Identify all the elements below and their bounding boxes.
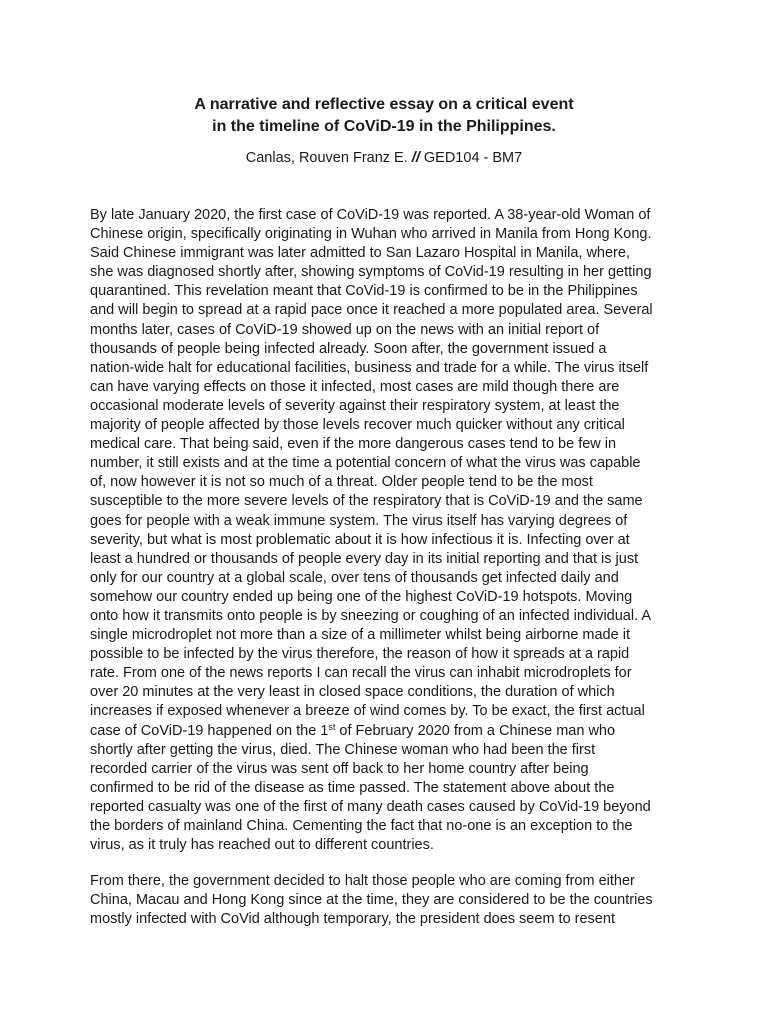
author-byline	[90, 148, 678, 168]
text-line: From there, the government decided to halt those people who are coming from either	[90, 873, 635, 890]
text-line: China, Macau and Hong Kong since at the time, they are considered to be the countries	[90, 892, 653, 909]
ordinal-suffix: st	[328, 721, 336, 732]
text-line: somehow our country ended up being one of the highest CoViD-19 hotspots. Moving	[90, 588, 633, 605]
text-line: thousands of people being infected already. Soon after, the government issued a	[90, 340, 607, 357]
text-line: goes for people with a weak immune system. The virus itself has varying degrees of	[90, 512, 628, 529]
text-line: increases if exposed whenever a breeze of wind comes by. To be exact, the first actual	[90, 703, 645, 720]
text-line: months later, cases of CoViD-19 showed up on the news with an initial report of	[90, 321, 600, 338]
text-line: onto how it transmits onto people is by sneezing or coughing of an infected individual. A	[90, 607, 652, 624]
text-line: rate. From one of the news reports I can recall the virus can inhabit microdroplets for	[90, 665, 632, 682]
text-line: can have varying effects on those it infected, most cases are mild though there are	[90, 378, 620, 395]
course-code: GED104 - BM7	[423, 150, 523, 166]
text-line: confirmed to be rid of the disease as time passed. The statement above about the	[90, 779, 615, 796]
text-line: medical care. That being said, even if the more dangerous cases tend to be few in	[90, 436, 617, 453]
text-line: number, it still exists and at the time a potential concern of what the virus was capable	[90, 455, 641, 472]
text-line: quarantined. This revelation meant that CoVid-19 is confirmed to be in the Philippines	[90, 283, 638, 300]
text-line: shortly after getting the virus, died. The Chinese woman who had been the first	[90, 741, 596, 758]
text-line: majority of people affected by those levels recover much quicker without any critical	[90, 417, 625, 434]
text-line-with-ordinal	[90, 722, 680, 741]
title-line-1: A narrative and reflective essay on a critical event	[194, 96, 574, 113]
text-line: mostly infected with CoVid although temporary, the president does seem to resent	[90, 911, 615, 928]
text-line: possible to be infected by the virus therefore, the reason of how it spreads at a rapid	[90, 646, 630, 663]
essay-body	[90, 206, 680, 929]
text-line: nation-wide halt for educational facilities, business and trade for a while. The virus itself	[90, 359, 649, 376]
text-line: Chinese origin, specifically originating in Wuhan who arrived in Manila from Hong Kong.	[90, 226, 652, 243]
text-line: virus, as it truly has reached out to different countries.	[90, 837, 434, 854]
text-line: and will begin to spread at a rapid pace once it reached a more populated area. Several	[90, 302, 653, 319]
ordinal-line-start: case of CoViD-19 happened on the 1	[90, 722, 329, 739]
text-line: the borders of mainland China. Cementing the fact that no-one is an exception to the	[90, 818, 633, 834]
text-line: occasional moderate levels of severity against their respiratory system, at least the	[90, 397, 620, 414]
ordinal-line-end: of February 2020 from a Chinese man who	[335, 722, 616, 739]
title-line-2: in the timeline of CoViD-19 in the Philippines.	[212, 118, 556, 135]
byline-separator: //	[411, 150, 420, 166]
text-line: of, now however it is not so much of a threat. Older people tend to be the most	[90, 474, 593, 491]
text-line: Said Chinese immigrant was later admitted to San Lazaro Hospital in Manila, where,	[90, 245, 630, 262]
text-line: recorded carrier of the virus was sent off back to her home country after being	[90, 760, 589, 777]
paragraph-2	[90, 872, 680, 929]
essay-title	[90, 94, 678, 138]
text-line: reported casualty was one of the first of many death cases caused by CoVid-19 beyond	[90, 798, 651, 815]
text-line: severity, but what is most problematic about it is how infectious it is. Infecting over at	[90, 531, 630, 548]
text-line: least a hundred or thousands of people every day in its initial reporting and that is just	[90, 550, 639, 567]
text-line: she was diagnosed shortly after, showing symptoms of CoVid-19 resulting in her getting	[90, 264, 652, 281]
paragraph-1	[90, 206, 680, 855]
text-line: over 20 minutes at the very least in closed space conditions, the duration of which	[90, 684, 615, 701]
text-line: single microdroplet not more than a size of a millimeter whilst being airborne made it	[90, 627, 630, 644]
author-name: Canlas, Rouven Franz E.	[245, 150, 408, 166]
text-line: By late January 2020, the first case of CoViD-19 was reported. A 38-year-old Woman of	[90, 207, 651, 223]
text-line: only for our country at a global scale, over tens of thousands get infected daily and	[90, 569, 619, 586]
text-line: susceptible to the more severe levels of the respiratory that is CoViD-19 and the same	[90, 493, 643, 510]
